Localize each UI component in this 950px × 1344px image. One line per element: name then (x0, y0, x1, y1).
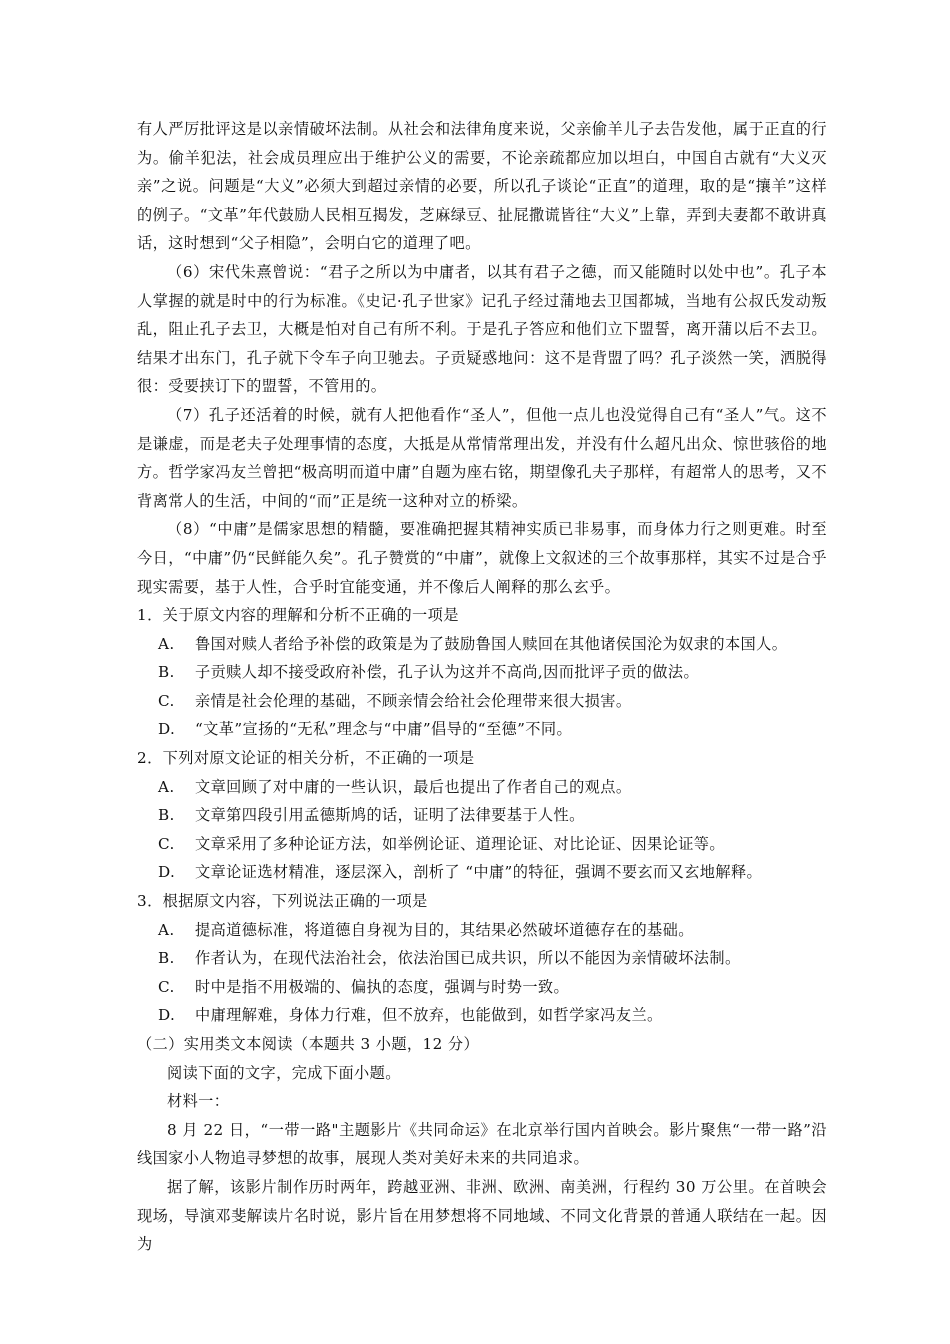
question-1 (137, 601, 827, 744)
body-paragraph: （8）“中庸”是儒家思想的精髓，要准确把握其精神实质已非易事，而身体力行之则更难。时至今日，“中庸”仍“民鲜能久矣”。孔子赞赏的“中庸”，就像上文叙述的三个故事那样，其实不过是合乎现实需要，基于人性，合乎时宜能变通，并不像后人阐释的那么玄乎。 (137, 520, 827, 596)
option-letter: A. (158, 777, 175, 796)
answer-option (137, 630, 827, 659)
option-letter: D. (158, 720, 176, 739)
option-text: 时中是指不用极端的、偏执的态度，强调与时势一致。 (195, 977, 570, 996)
option-text: 作者认为，在现代法治社会，依法治国已成共识，所以不能因为亲情破坏法制。 (195, 949, 741, 968)
option-text: 文章回顾了对中庸的一些认识，最后也提出了作者自己的观点。 (195, 777, 632, 796)
option-letter: D. (158, 863, 176, 882)
option-letter: B. (158, 806, 175, 825)
body-paragraph: （6）宋代朱熹曾说：“君子之所以为中庸者，以其有君子之德，而又能随时以处中也”。孔子本人掌握的就是时中的行为标准。《史记·孔子世家》记孔子经过蒲地去卫国都城，当地有公叔氏发动叛乱，阻止孔子去卫，大概是怕对自己有所不利。于是孔子答应和他们立下盟誓，离开蒲以后不去卫。结果才出东门，孔子就下令车子向卫驰去。子贡疑惑地问：这不是背盟了吗？孔子淡然一笑，洒脱得很：受要挟订下的盟誓，不管用的。 (137, 262, 827, 396)
option-text: 亲情是社会伦理的基础，不顾亲情会给社会伦理带来很大损害。 (195, 691, 632, 710)
option-letter: C. (158, 977, 175, 996)
option-letter: A. (158, 920, 175, 939)
answer-option (137, 801, 827, 830)
option-text: 中庸理解难，身体力行难，但不放弃，也能做到，如哲学家冯友兰。 (195, 1006, 663, 1025)
option-letter: C. (158, 834, 175, 853)
option-letter: D. (158, 1006, 176, 1025)
answer-option (137, 715, 827, 744)
body-paragraph: （7）孔子还活着的时候，就有人把他看作“圣人”，但他一点儿也没觉得自己有“圣人”气。这不是谦虚，而是老夫子处理事情的态度，大抵是从常情常理出发，并没有什么超凡出众、惊世骇俗的地方。哲学家冯友兰曾把“极高明而道中庸”自题为座右铭，期望像孔夫子那样，有超常人的思考，又不背离常人的生活，中间的“而”正是统一这种对立的桥梁。 (137, 405, 827, 510)
body-paragraph: 8 月 22 日，“一带一路"主题影片《共同命运》在北京举行国内首映会。影片聚焦“一带一路”沿线国家小人物追寻梦想的故事，展现人类对美好未来的共同追求。 (137, 1120, 827, 1168)
option-letter: B. (158, 663, 175, 682)
option-text: 文章第四段引用孟德斯鸠的话，证明了法律要基于人性。 (195, 806, 585, 825)
answer-option (137, 944, 827, 973)
question-3 (137, 887, 827, 1030)
option-text: 提高道德标准，将道德自身视为目的，其结果必然破坏道德存在的基础。 (195, 920, 694, 939)
question-stem: 3．根据原文内容，下列说法正确的一项是 (137, 892, 428, 911)
document-body (137, 115, 827, 1259)
answer-option (137, 687, 827, 716)
question-stem: 2．下列对原文论证的相关分析，不正确的一项是 (137, 749, 475, 768)
body-paragraph: 有人严厉批评这是以亲情破坏法制。从社会和法律角度来说，父亲偷羊儿子去告发他，属于正直的行为。偷羊犯法，社会成员理应出于维护公义的需要，不论亲疏都应加以坦白，中国自古就有“大义灭亲”之说。问题是“大义”必须大到超过亲情的必要，所以孔子谈论“正直”的道理，取的是“攘羊”这样的例子。“文革”年代鼓励人民相互揭发，芝麻绿豆、扯屁撒谎皆往“大义”上靠，弄到夫妻都不敢讲真话，这时想到“父子相隐”，会明白它的道理了吧。 (137, 120, 827, 253)
option-text: 文章论证选材精准，逐层深入，剖析了 “中庸”的特征，强调不要玄而又玄地解释。 (195, 863, 763, 882)
option-letter: B. (158, 949, 175, 968)
answer-option (137, 658, 827, 687)
answer-option (137, 916, 827, 945)
body-paragraph: 据了解，该影片制作历时两年，跨越亚洲、非洲、欧洲、南美洲，行程约 30 万公里。在首映会现场，导演邓斐解读片名时说，影片旨在用梦想将不同地域、不同文化背景的普通人联结在一起。因为 (137, 1177, 827, 1254)
answer-option (137, 973, 827, 1002)
section-heading: （二）实用类文本阅读（本题共 3 小题，12 分） (137, 1035, 480, 1053)
answer-option (137, 830, 827, 859)
answer-option (137, 1001, 827, 1030)
answer-option (137, 858, 827, 887)
question-stem: 1．关于原文内容的理解和分析不正确的一项是 (137, 606, 459, 625)
option-text: “文革”宣扬的“无私”理念与“中庸”倡导的“至德”不同。 (195, 720, 573, 739)
answer-option (137, 773, 827, 802)
material-label: 材料一： (167, 1092, 230, 1111)
question-2 (137, 744, 827, 887)
section-instruction: 阅读下面的文字，完成下面小题。 (167, 1063, 401, 1082)
option-text: 文章采用了多种论证方法，如举例论证、道理论证、对比论证、因果论证等。 (195, 834, 725, 853)
option-letter: C. (158, 691, 175, 710)
option-text: 子贡赎人却不接受政府补偿，孔子认为这并不高尚,因而批评子贡的做法。 (195, 663, 700, 682)
option-text: 鲁国对赎人者给予补偿的政策是为了鼓励鲁国人赎回在其他诸侯国沦为奴隶的本国人。 (195, 634, 788, 653)
option-letter: A. (158, 634, 175, 653)
